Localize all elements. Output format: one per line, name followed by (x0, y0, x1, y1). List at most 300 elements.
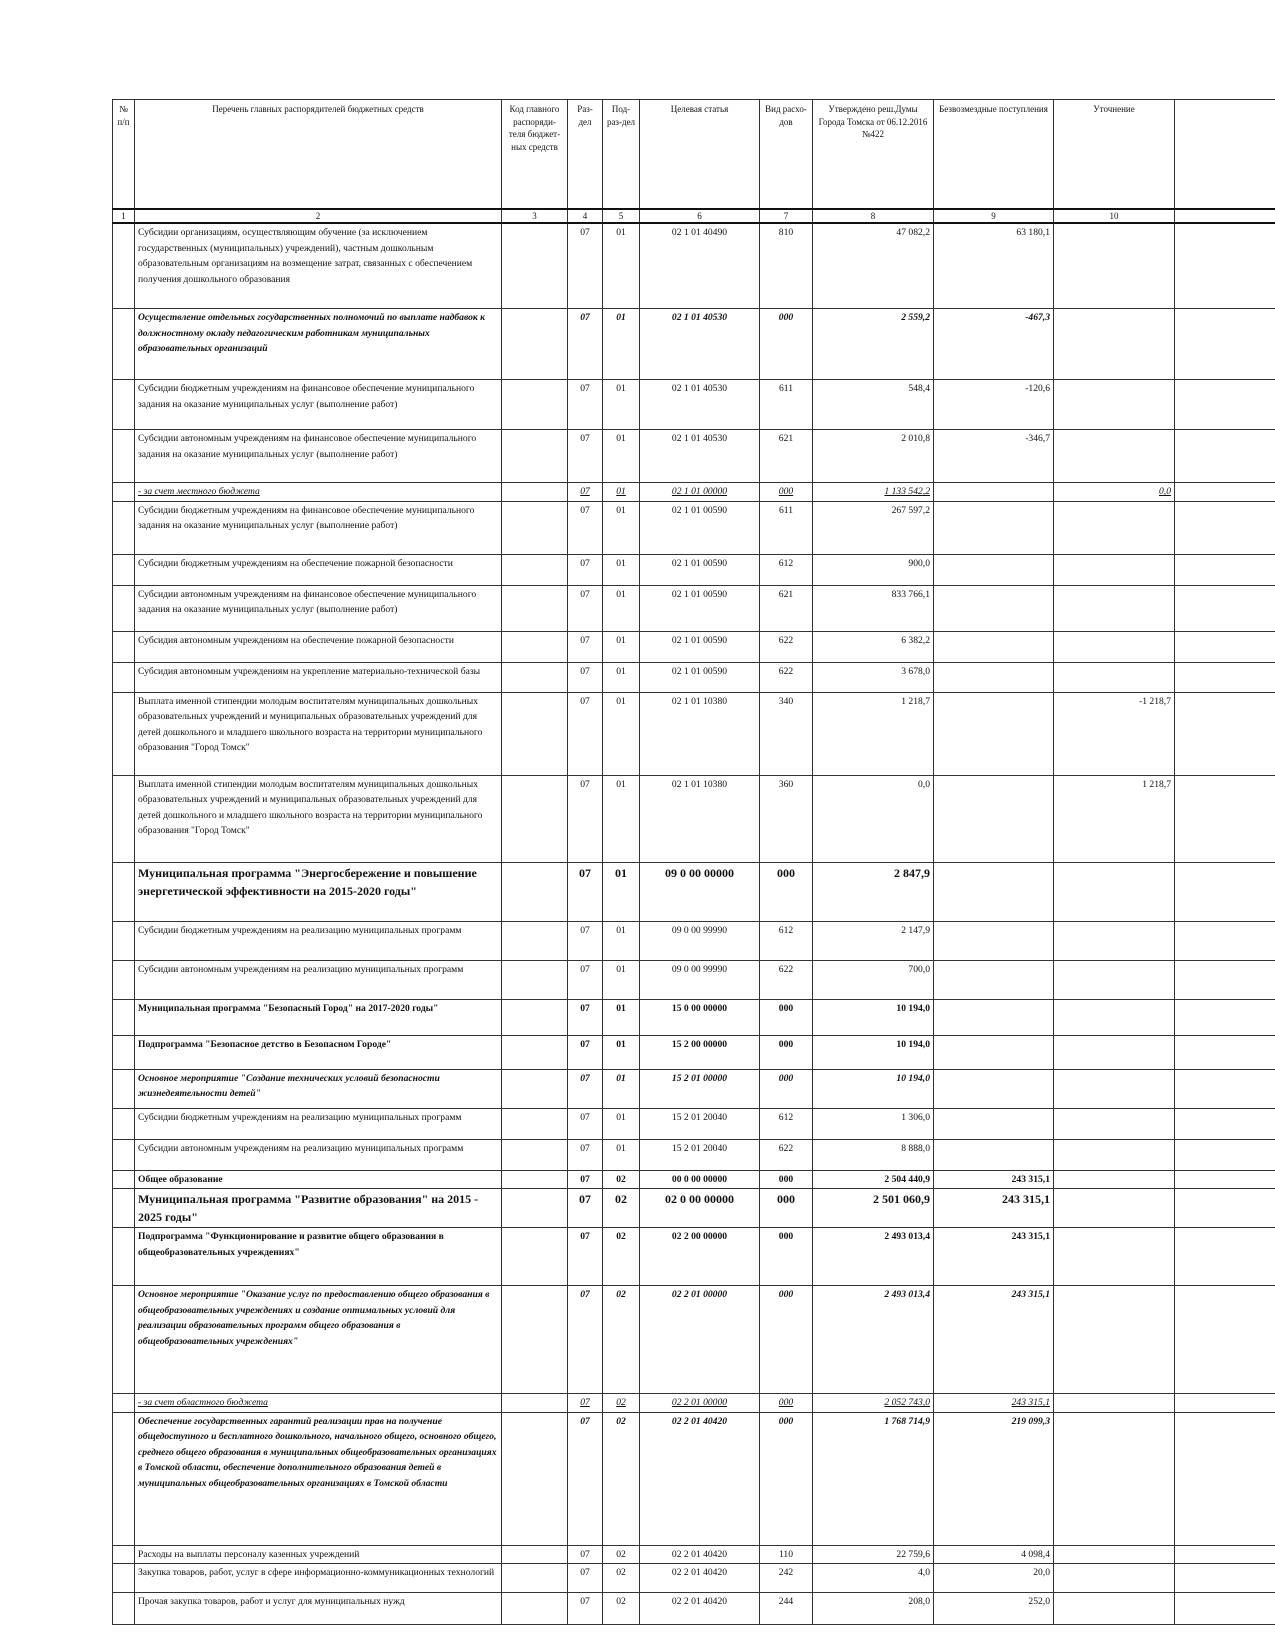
grant-amount: 4 098,4 (934, 1545, 1054, 1564)
item-name: Выплата именной стипендии молодым воспитателям муниципальных дошкольных образовательных учреждений и муниципальных образовательных учреждений для детей дошкольного и младшего школьного возраста на территории муниципального образования "Город Томск" (135, 775, 502, 862)
adjustment-amount (1054, 1412, 1175, 1545)
extra-column (1175, 1108, 1275, 1139)
target-article: 09 0 00 99990 (640, 960, 760, 999)
section-code: 07 (568, 1139, 603, 1170)
adjustment-amount: -1 218,7 (1054, 692, 1175, 775)
table-row (113, 662, 1275, 692)
extra-column (1175, 483, 1275, 502)
adjustment-amount (1054, 554, 1175, 585)
header-cell: № п/п (113, 100, 135, 210)
grant-amount (934, 1108, 1054, 1139)
extra-column (1175, 662, 1275, 692)
extra-column (1175, 1170, 1275, 1189)
row-number (113, 999, 135, 1035)
subsection-code: 01 (603, 692, 640, 775)
row-number (113, 1108, 135, 1139)
target-article: 15 2 01 20040 (640, 1108, 760, 1139)
target-article: 00 0 00 00000 (640, 1170, 760, 1189)
subsection-code: 01 (603, 223, 640, 309)
table-row (113, 1228, 1275, 1286)
section-code: 07 (568, 921, 603, 960)
column-number: 5 (603, 209, 640, 223)
column-number: 4 (568, 209, 603, 223)
approved-amount: 548,4 (813, 380, 934, 430)
subsection-code: 02 (603, 1593, 640, 1625)
grbs-code (502, 501, 568, 554)
approved-amount: 267 597,2 (813, 501, 934, 554)
row-number (113, 960, 135, 999)
extra-column (1175, 430, 1275, 483)
grant-amount (934, 775, 1054, 862)
approved-amount: 0,0 (813, 775, 934, 862)
grbs-code (502, 585, 568, 631)
table-row (113, 1564, 1275, 1593)
table-row (113, 1170, 1275, 1189)
subsection-code: 02 (603, 1286, 640, 1394)
item-name: Субсидии автономным учреждениям на реализацию муниципальных программ (135, 960, 502, 999)
expense-type: 000 (760, 862, 813, 921)
table-row (113, 1069, 1275, 1108)
item-name: Подпрограмма "Функционирование и развитие общего образования в общеобразовательных учреждениях" (135, 1228, 502, 1286)
expense-type: 000 (760, 1394, 813, 1413)
extra-column (1175, 1035, 1275, 1069)
expense-type: 244 (760, 1593, 813, 1625)
subsection-code: 01 (603, 430, 640, 483)
expense-type: 110 (760, 1545, 813, 1564)
grbs-code (502, 1228, 568, 1286)
subsection-code: 01 (603, 1108, 640, 1139)
target-article: 02 1 01 10380 (640, 775, 760, 862)
grant-amount: 252,0 (934, 1593, 1054, 1625)
item-name: Субсидии бюджетным учреждениям на реализацию муниципальных программ (135, 921, 502, 960)
adjustment-amount (1054, 862, 1175, 921)
row-number (113, 1139, 135, 1170)
grbs-code (502, 692, 568, 775)
budget-table (112, 99, 1275, 1625)
section-code: 07 (568, 1286, 603, 1394)
grbs-code (502, 1035, 568, 1069)
section-code: 07 (568, 1412, 603, 1545)
section-code: 07 (568, 775, 603, 862)
table-row (113, 775, 1275, 862)
approved-amount: 10 194,0 (813, 1035, 934, 1069)
target-article: 15 0 00 00000 (640, 999, 760, 1035)
grbs-code (502, 921, 568, 960)
extra-column (1175, 775, 1275, 862)
target-article: 02 2 00 00000 (640, 1228, 760, 1286)
extra-column (1175, 692, 1275, 775)
row-number (113, 1564, 135, 1593)
subsection-code: 01 (603, 1069, 640, 1108)
adjustment-amount (1054, 1545, 1175, 1564)
expense-type: 612 (760, 554, 813, 585)
target-article: 02 2 01 40420 (640, 1545, 760, 1564)
approved-amount: 2 147,9 (813, 921, 934, 960)
column-number: 2 (135, 209, 502, 223)
extra-column (1175, 554, 1275, 585)
grbs-code (502, 1564, 568, 1593)
header-cell: Раз-дел (568, 100, 603, 210)
grant-amount: -467,3 (934, 309, 1054, 380)
grant-amount: 243 315,1 (934, 1170, 1054, 1189)
extra-column (1175, 631, 1275, 662)
extra-column (1175, 1228, 1275, 1286)
item-name: Закупка товаров, работ, услуг в сфере информационно-коммуникационных технологий (135, 1564, 502, 1593)
grant-amount (934, 862, 1054, 921)
adjustment-amount (1054, 999, 1175, 1035)
grant-amount (934, 483, 1054, 502)
expense-type: 000 (760, 1170, 813, 1189)
approved-amount: 2 493 013,4 (813, 1228, 934, 1286)
target-article: 02 2 01 40420 (640, 1564, 760, 1593)
table-row (113, 380, 1275, 430)
grbs-code (502, 1545, 568, 1564)
section-code: 07 (568, 309, 603, 380)
header-cell: Целевая статья (640, 100, 760, 210)
approved-amount: 2 847,9 (813, 862, 934, 921)
item-name: Субсидии бюджетным учреждениям на финансовое обеспечение муниципального задания на оказание муниципальных услуг (выполнение работ) (135, 501, 502, 554)
grbs-code (502, 1593, 568, 1625)
grbs-code (502, 1108, 568, 1139)
target-article: 02 2 01 40420 (640, 1593, 760, 1625)
table-row (113, 921, 1275, 960)
table-row (113, 1139, 1275, 1170)
item-name: Субсидии бюджетным учреждениям на финансовое обеспечение муниципального задания на оказание муниципальных услуг (выполнение работ) (135, 380, 502, 430)
table-row (113, 862, 1275, 921)
row-number (113, 862, 135, 921)
subsection-code: 01 (603, 775, 640, 862)
subsection-code: 01 (603, 960, 640, 999)
column-number: 3 (502, 209, 568, 223)
row-number (113, 921, 135, 960)
adjustment-amount (1054, 223, 1175, 309)
approved-amount: 700,0 (813, 960, 934, 999)
section-code: 07 (568, 1545, 603, 1564)
row-number (113, 1545, 135, 1564)
item-name: Субсидии автономным учреждениям на финансовое обеспечение муниципального задания на оказание муниципальных услуг (выполнение работ) (135, 585, 502, 631)
expense-type: 622 (760, 960, 813, 999)
row-number (113, 692, 135, 775)
grant-amount (934, 999, 1054, 1035)
table-row (113, 999, 1275, 1035)
item-name: Подпрограмма "Безопасное детство в Безопасном Городе" (135, 1035, 502, 1069)
table-row (113, 430, 1275, 483)
section-code: 07 (568, 999, 603, 1035)
table-row (113, 1108, 1275, 1139)
grbs-code (502, 662, 568, 692)
item-name: Расходы на выплаты персоналу казенных учреждений (135, 1545, 502, 1564)
expense-type: 612 (760, 921, 813, 960)
expense-type: 000 (760, 1189, 813, 1228)
section-code: 07 (568, 501, 603, 554)
subsection-code: 02 (603, 1170, 640, 1189)
adjustment-amount (1054, 1394, 1175, 1413)
adjustment-amount (1054, 921, 1175, 960)
table-row (113, 585, 1275, 631)
row-number (113, 1170, 135, 1189)
approved-amount: 2 493 013,4 (813, 1286, 934, 1394)
extra-column (1175, 1139, 1275, 1170)
expense-type: 622 (760, 631, 813, 662)
section-code: 07 (568, 1189, 603, 1228)
subsection-code: 01 (603, 1035, 640, 1069)
target-article: 02 1 01 00590 (640, 662, 760, 692)
item-name: Общее образование (135, 1170, 502, 1189)
extra-column (1175, 223, 1275, 309)
subsection-code: 01 (603, 631, 640, 662)
row-number (113, 1412, 135, 1545)
section-code: 07 (568, 483, 603, 502)
section-code: 07 (568, 585, 603, 631)
approved-amount: 6 382,2 (813, 631, 934, 662)
approved-amount: 2 052 743,0 (813, 1394, 934, 1413)
grant-amount (934, 631, 1054, 662)
target-article: 15 2 01 20040 (640, 1139, 760, 1170)
header-cell: Вид расхо-дов (760, 100, 813, 210)
target-article: 02 1 01 00590 (640, 554, 760, 585)
target-article: 02 1 01 00000 (640, 483, 760, 502)
item-name: Субсидии организациям, осуществляющим обучение (за исключением государственных (муниципальных) учреждений), частным дошкольным образовательным организациям на возмещение затрат, связанных с обеспечением получения дошкольного образования (135, 223, 502, 309)
item-name: Субсидии бюджетным учреждениям на обеспечение пожарной безопасности (135, 554, 502, 585)
adjustment-amount (1054, 631, 1175, 662)
item-name: Субсидия автономным учреждениям на обеспечение пожарной безопасности (135, 631, 502, 662)
approved-amount: 2 501 060,9 (813, 1189, 934, 1228)
item-name: Субсидия автономным учреждениям на укрепление материально-технической базы (135, 662, 502, 692)
section-code: 07 (568, 554, 603, 585)
grbs-code (502, 1170, 568, 1189)
extra-column (1175, 1564, 1275, 1593)
row-number (113, 1593, 135, 1625)
grbs-code (502, 223, 568, 309)
budget-sheet (112, 99, 1275, 1625)
subsection-code: 02 (603, 1228, 640, 1286)
section-code: 07 (568, 1170, 603, 1189)
table-row (113, 1394, 1275, 1413)
item-name: Субсидии автономным учреждениям на реализацию муниципальных программ (135, 1139, 502, 1170)
adjustment-amount (1054, 309, 1175, 380)
budget-rows (113, 223, 1275, 1625)
row-number (113, 1035, 135, 1069)
subsection-code: 01 (603, 921, 640, 960)
column-number: 9 (934, 209, 1054, 223)
adjustment-amount (1054, 1170, 1175, 1189)
adjustment-amount (1054, 380, 1175, 430)
expense-type: 611 (760, 380, 813, 430)
expense-type: 360 (760, 775, 813, 862)
subsection-code: 01 (603, 554, 640, 585)
extra-column (1175, 1286, 1275, 1394)
approved-amount: 1 133 542,2 (813, 483, 934, 502)
header-cell: Безвозмездные поступления (934, 100, 1054, 210)
approved-amount: 1 218,7 (813, 692, 934, 775)
grant-amount: 63 180,1 (934, 223, 1054, 309)
grant-amount (934, 501, 1054, 554)
extra-column (1175, 960, 1275, 999)
extra-column (1175, 862, 1275, 921)
item-name: Субсидии бюджетным учреждениям на реализацию муниципальных программ (135, 1108, 502, 1139)
subsection-code: 01 (603, 585, 640, 631)
section-code: 07 (568, 1108, 603, 1139)
target-article: 09 0 00 00000 (640, 862, 760, 921)
expense-type: 612 (760, 1108, 813, 1139)
grant-amount: -346,7 (934, 430, 1054, 483)
target-article: 09 0 00 99990 (640, 921, 760, 960)
table-row (113, 1286, 1275, 1394)
row-number (113, 662, 135, 692)
expense-type: 621 (760, 585, 813, 631)
adjustment-amount (1054, 1228, 1175, 1286)
row-number (113, 554, 135, 585)
header-cell: Код главного распоряди-теля бюджет-ных средств (502, 100, 568, 210)
target-article: 02 1 01 40530 (640, 430, 760, 483)
subsection-code: 02 (603, 1189, 640, 1228)
expense-type: 000 (760, 483, 813, 502)
approved-amount: 22 759,6 (813, 1545, 934, 1564)
table-row (113, 1189, 1275, 1228)
expense-type: 000 (760, 1412, 813, 1545)
subsection-code: 01 (603, 380, 640, 430)
adjustment-amount (1054, 1286, 1175, 1394)
extra-column (1175, 1394, 1275, 1413)
table-row (113, 631, 1275, 662)
column-number: 7 (760, 209, 813, 223)
table-row (113, 223, 1275, 309)
subsection-code: 01 (603, 1139, 640, 1170)
grant-amount: 219 099,3 (934, 1412, 1054, 1545)
expense-type: 242 (760, 1564, 813, 1593)
grbs-code (502, 1069, 568, 1108)
section-code: 07 (568, 223, 603, 309)
adjustment-amount: 1 218,7 (1054, 775, 1175, 862)
expense-type: 611 (760, 501, 813, 554)
column-number: 6 (640, 209, 760, 223)
expense-type: 000 (760, 1069, 813, 1108)
adjustment-amount (1054, 960, 1175, 999)
extra-column (1175, 1412, 1275, 1545)
target-article: 02 1 01 40530 (640, 380, 760, 430)
row-number (113, 309, 135, 380)
extra-column (1175, 1069, 1275, 1108)
column-number-row (113, 209, 1275, 223)
grant-amount (934, 662, 1054, 692)
grant-amount (934, 1035, 1054, 1069)
subsection-code: 02 (603, 1412, 640, 1545)
approved-amount: 4,0 (813, 1564, 934, 1593)
item-name: Муниципальная программа "Безопасный Город" на 2017-2020 годы" (135, 999, 502, 1035)
extra-column (1175, 1189, 1275, 1228)
section-code: 07 (568, 1394, 603, 1413)
grbs-code (502, 862, 568, 921)
row-number (113, 1286, 135, 1394)
grant-amount: -120,6 (934, 380, 1054, 430)
item-name: Осуществление отдельных государственных полномочий по выплате надбавок к должностному окладу педагогическим работникам муниципальных образовательных организаций (135, 309, 502, 380)
adjustment-amount (1054, 1069, 1175, 1108)
grbs-code (502, 1412, 568, 1545)
grant-amount (934, 921, 1054, 960)
target-article: 02 1 01 00590 (640, 631, 760, 662)
item-name: - за счет областного бюджета (135, 1394, 502, 1413)
adjustment-amount (1054, 585, 1175, 631)
header-cell: Под-раз-дел (603, 100, 640, 210)
grbs-code (502, 1394, 568, 1413)
adjustment-amount (1054, 430, 1175, 483)
approved-amount: 2 010,8 (813, 430, 934, 483)
grant-amount (934, 1069, 1054, 1108)
row-number (113, 1189, 135, 1228)
section-code: 07 (568, 1035, 603, 1069)
target-article: 15 2 00 00000 (640, 1035, 760, 1069)
subsection-code: 01 (603, 862, 640, 921)
column-number: 8 (813, 209, 934, 223)
subsection-code: 01 (603, 662, 640, 692)
column-number: 10 (1054, 209, 1175, 223)
grbs-code (502, 554, 568, 585)
grant-amount (934, 585, 1054, 631)
extra-column (1175, 309, 1275, 380)
table-row (113, 1035, 1275, 1069)
grant-amount: 20,0 (934, 1564, 1054, 1593)
approved-amount: 3 678,0 (813, 662, 934, 692)
row-number (113, 380, 135, 430)
header-cell: Утверждено реш.Думы Города Томска от 06.12.2016 №422 (813, 100, 934, 210)
expense-type: 810 (760, 223, 813, 309)
expense-type: 000 (760, 999, 813, 1035)
row-number (113, 430, 135, 483)
approved-amount: 1 306,0 (813, 1108, 934, 1139)
approved-amount: 2 504 440,9 (813, 1170, 934, 1189)
section-code: 07 (568, 1228, 603, 1286)
approved-amount: 10 194,0 (813, 999, 934, 1035)
target-article: 15 2 01 00000 (640, 1069, 760, 1108)
target-article: 02 0 00 00000 (640, 1189, 760, 1228)
column-number: 1 (113, 209, 135, 223)
section-code: 07 (568, 662, 603, 692)
target-article: 02 1 01 00590 (640, 585, 760, 631)
grant-amount: 243 315,1 (934, 1189, 1054, 1228)
expense-type: 622 (760, 1139, 813, 1170)
adjustment-amount (1054, 1593, 1175, 1625)
grbs-code (502, 631, 568, 662)
target-article: 02 1 01 00590 (640, 501, 760, 554)
adjustment-amount (1054, 1139, 1175, 1170)
grant-amount (934, 554, 1054, 585)
grbs-code (502, 775, 568, 862)
table-row (113, 692, 1275, 775)
section-code: 07 (568, 1593, 603, 1625)
section-code: 07 (568, 430, 603, 483)
grbs-code (502, 1139, 568, 1170)
grant-amount (934, 960, 1054, 999)
header-row (113, 100, 1275, 210)
row-number (113, 483, 135, 502)
header-cell: Уточнение (1054, 100, 1175, 210)
item-name: Выплата именной стипендии молодым воспитателям муниципальных дошкольных образовательных учреждений и муниципальных образовательных учреждений для детей дошкольного и младшего школьного возраста на территории муниципального образования "Город Томск" (135, 692, 502, 775)
item-name: Обеспечение государственных гарантий реализации прав на получение общедоступного и бесплатного дошкольного, начального общего, основного общего, среднего общего образования в муниципальных общеобразовательных организациях в Томской области, обеспечение дополнительного образования детей в муниципальных общеобразовательных организациях в Томской области (135, 1412, 502, 1545)
table-row (113, 1593, 1275, 1625)
grant-amount (934, 1139, 1054, 1170)
table-row (113, 1545, 1275, 1564)
target-article: 02 1 01 10380 (640, 692, 760, 775)
extra-column (1175, 1545, 1275, 1564)
row-number (113, 631, 135, 662)
expense-type: 000 (760, 1035, 813, 1069)
adjustment-amount: 0,0 (1054, 483, 1175, 502)
grant-amount: 243 315,1 (934, 1228, 1054, 1286)
table-row (113, 501, 1275, 554)
extra-column (1175, 501, 1275, 554)
approved-amount: 208,0 (813, 1593, 934, 1625)
row-number (113, 501, 135, 554)
